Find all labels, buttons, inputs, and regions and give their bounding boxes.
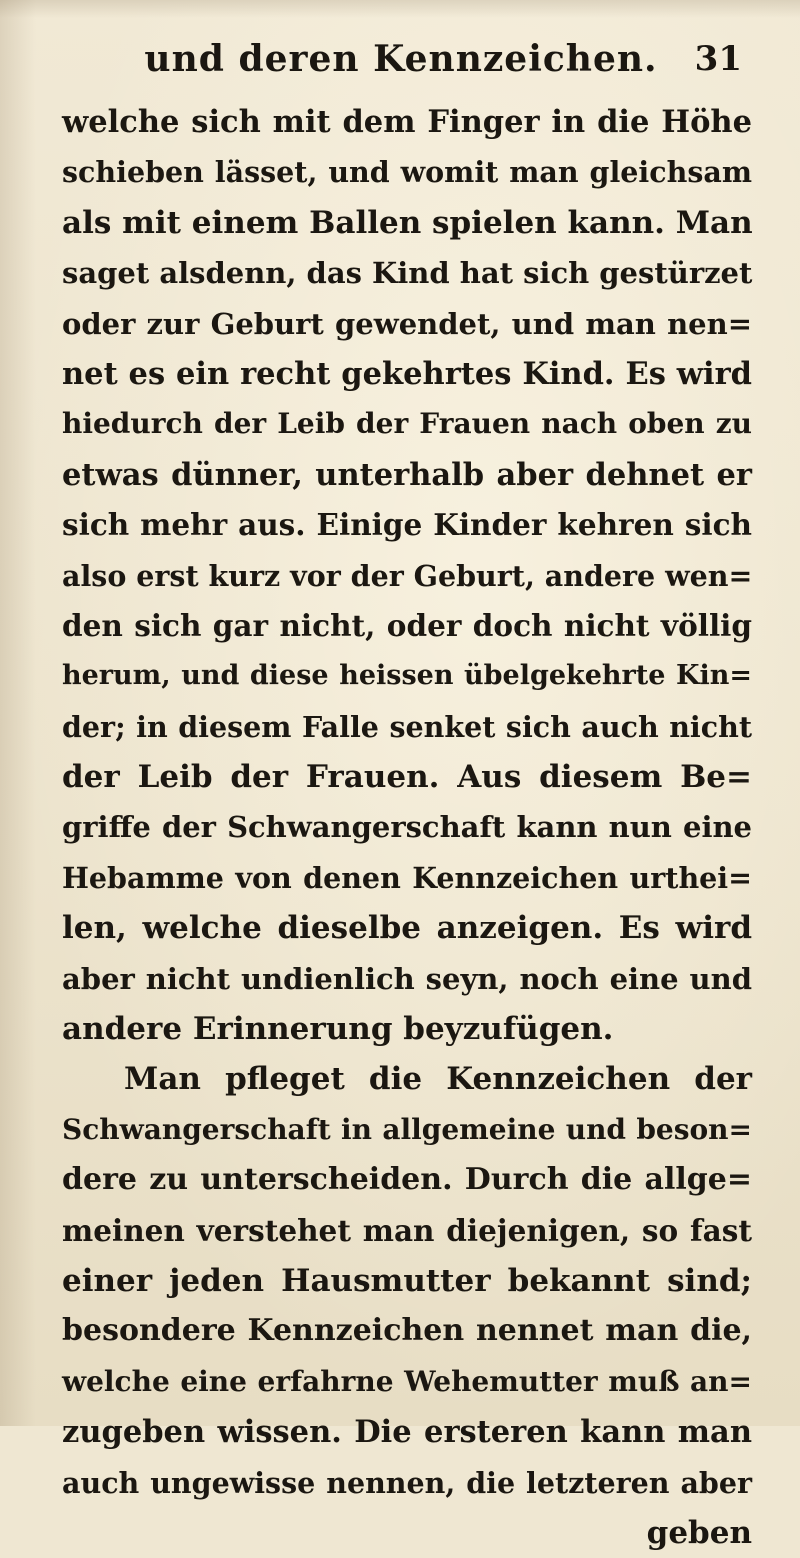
- text-line: welche sich mit dem Finger in die Höhe: [62, 104, 752, 140]
- text-line: len, welche dieselbe anzeigen. Es wird: [62, 910, 752, 947]
- text-line: welche eine erfahrne Wehemutter muß an=: [62, 1364, 752, 1398]
- paragraph-end-line: andere Erinnerung beyzufügen.: [62, 1011, 614, 1048]
- running-head: [60, 34, 742, 84]
- text-line: herum, und diese heissen übelgekehrte Kin=: [62, 660, 752, 692]
- catchword: geben: [646, 1514, 752, 1551]
- text-line: der Leib der Frauen. Aus diesem Be=: [62, 759, 752, 796]
- text-line: den sich gar nicht, oder doch nicht völlig: [62, 607, 752, 643]
- text-line: zugeben wissen. Die ersteren kann man: [62, 1414, 752, 1451]
- page-number: 31: [694, 39, 742, 79]
- text-line: Hebamme von denen Kennzeichen urthei=: [62, 860, 752, 895]
- text-line: griffe der Schwangerschaft kann nun eine: [62, 810, 752, 845]
- text-line: Schwangerschaft in allgemeine und beson=: [62, 1112, 752, 1146]
- text-line: etwas dünner, unterhalb aber dehnet er: [62, 456, 752, 493]
- text-line: sich mehr aus. Einige Kinder kehren sich: [62, 507, 752, 543]
- text-line: einer jeden Hausmutter bekannt sind;: [62, 1262, 752, 1299]
- running-head-title: und deren Kennzeichen.: [144, 38, 658, 80]
- text-line: als mit einem Ballen spielen kann. Man: [62, 204, 753, 241]
- text-line: der; in diesem Falle senket sich auch nicht: [62, 709, 752, 744]
- body-text: [62, 97, 752, 1558]
- text-line: besondere Kennzeichen nennet man die,: [62, 1313, 752, 1349]
- text-line: meinen verstehet man diejenigen, so fast: [62, 1212, 752, 1248]
- text-line: also erst kurz vor der Geburt, andere wen=: [62, 558, 753, 593]
- text-line: oder zur Geburt gewendet, und man nen=: [62, 306, 752, 341]
- text-line: net es ein recht gekehrtes Kind. Es wird: [62, 355, 752, 392]
- text-line: dere zu unterscheiden. Durch die allge=: [62, 1162, 752, 1198]
- text-line: aber nicht undienlich seyn, noch eine und: [62, 961, 752, 996]
- text-line: hiedurch der Leib der Frauen nach oben zu: [62, 407, 752, 441]
- text-line: schieben lässet, und womit man gleichsam: [62, 155, 752, 190]
- text-line: auch ungewisse nennen, die letzteren aber: [62, 1465, 752, 1500]
- text-line: saget alsdenn, das Kind hat sich gestürzet: [62, 256, 753, 291]
- paragraph-start-line: Man pfleget die Kennzeichen der: [124, 1061, 752, 1098]
